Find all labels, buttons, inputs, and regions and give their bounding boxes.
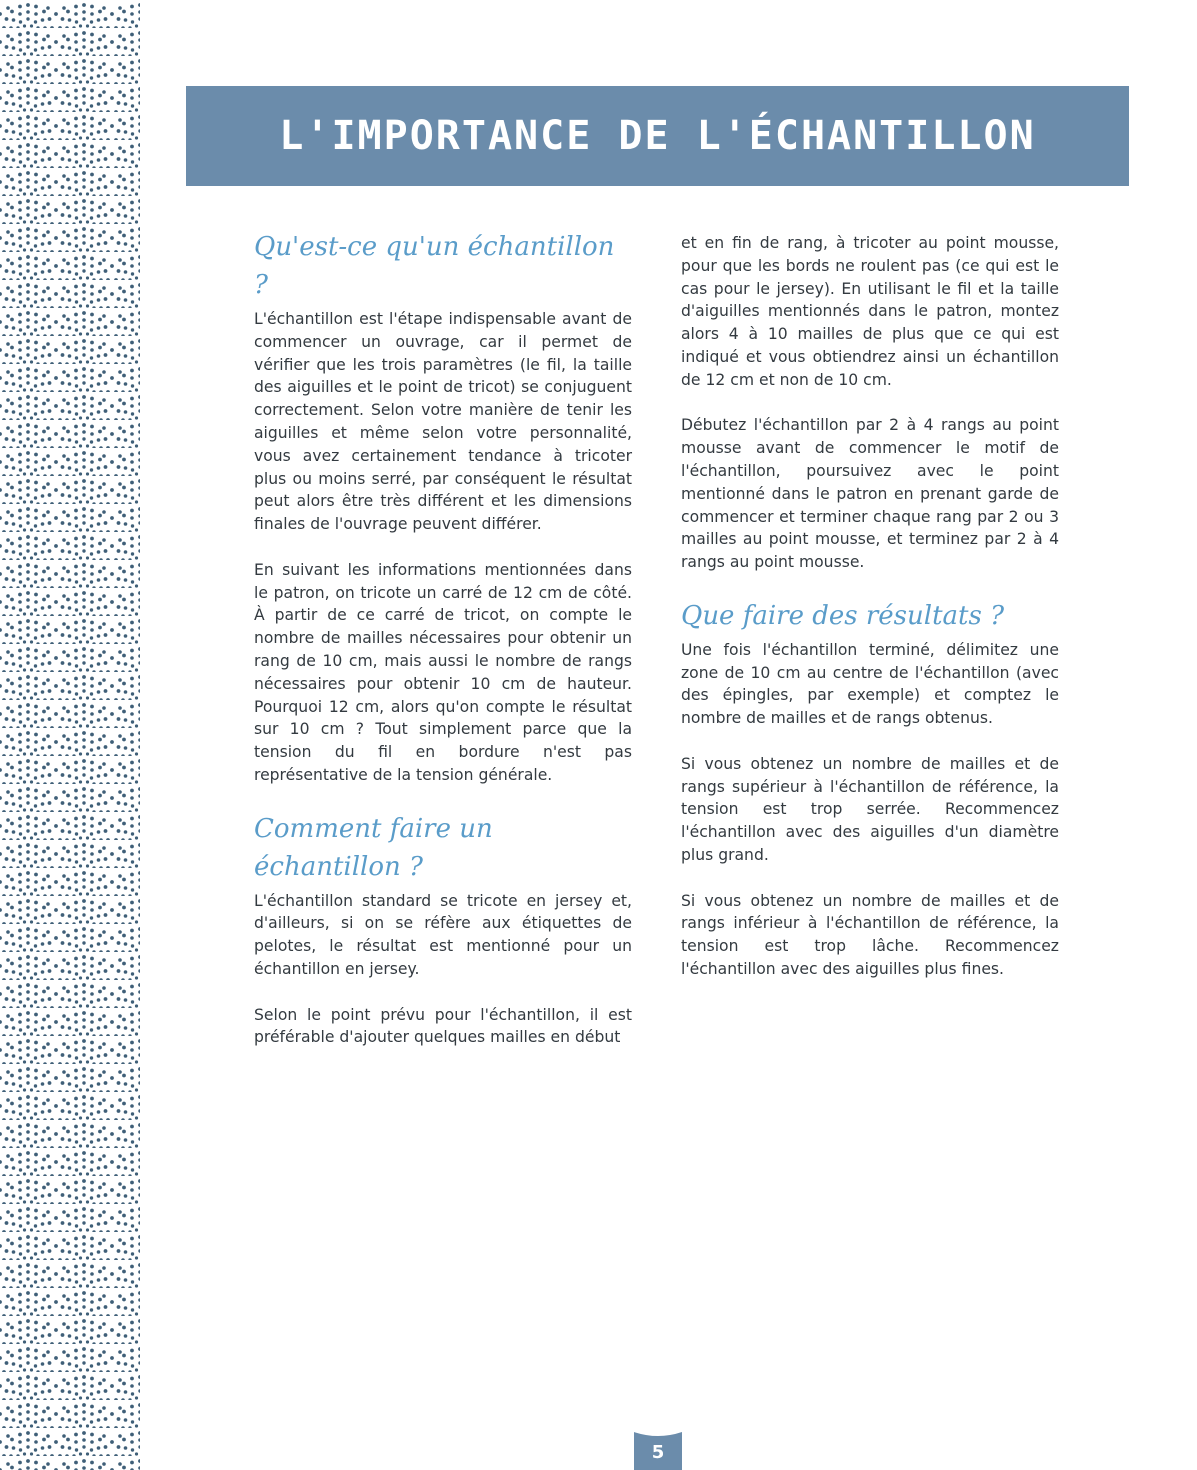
left-column — [254, 228, 632, 1072]
decorative-wave-pattern — [0, 0, 140, 1470]
right-column — [681, 232, 1059, 1004]
title-banner — [186, 86, 1129, 186]
section-heading-results: Que faire des résultats ? — [681, 600, 1005, 631]
section-heading-how-to: Comment faire un échantillon ? — [254, 813, 493, 882]
paragraph: En suivant les informations mentionnées dans le patron, on tricote un carré de 12 cm de côté. À partir de ce carré de tricot, on compte le nombre de mailles nécessaires pour obtenir un rang de 10 cm, mais aussi le nombre de rangs nécessaires pour obtenir 10 cm de hauteur. Pourquoi 12 cm, alors qu'on compte le résultat sur 10 cm ? Tout simplement parce que la tension du fil en bordure n'est pas représentative de la tension générale. — [254, 560, 632, 784]
paragraph: L'échantillon standard se tricote en jersey et, d'ailleurs, si on se réfère aux étiquettes de pelotes, le résultat est mentionné pour un échantillon en jersey. — [254, 891, 632, 978]
paragraph: et en fin de rang, à tricoter au point mousse, pour que les bords ne roulent pas (ce qui est le cas pour le jersey). En utilisant le fil et la taille d'aiguilles mentionnés dans le patron, montez alors 4 à 10 mailles de plus que ce qui est indiqué et vous obtiendrez ainsi un échantillon de 12 cm et non de 10 cm. — [681, 234, 1059, 389]
section-heading-what-is: Qu'est-ce qu'un échantillon ? — [254, 232, 615, 300]
paragraph: L'échantillon est l'étape indispensable avant de commencer un ouvrage, car il permet de vérifier que les trois paramètres (le fil, la taille des aiguilles et le point de tricot) se conjuguent correctement. Selon votre manière de tenir les aiguilles et même selon votre personnalité, vous avez certainement tendance à tricoter plus ou moins serré, par conséquent le résultat peut alors être très différent et les dimensions finales de l'ouvrage peuvent différer. — [254, 310, 632, 534]
paragraph: Selon le point prévu pour l'échantillon, il est préférable d'ajouter quelques mailles en début — [254, 1005, 632, 1047]
paragraph: Débutez l'échantillon par 2 à 4 rangs au point mousse avant de commencer le motif de l'échantillon, poursuivez avec le point mentionné dans le patron en prenant garde de commencer et terminer chaque rang par 2 ou 3 mailles au point mousse, et terminez par 2 à 4 rangs au point mousse. — [681, 416, 1059, 572]
paragraph: Si vous obtenez un nombre de mailles et de rangs inférieur à l'échantillon de référence, la tension est trop lâche. Recommencez l'échantillon avec des aiguilles plus fines. — [681, 891, 1059, 978]
paragraph: Si vous obtenez un nombre de mailles et de rangs supérieur à l'échantillon de référence, la tension est trop serrée. Recommencez l'échantillon avec des aiguilles d'un diamètre plus grand. — [681, 754, 1059, 864]
page-title: L'IMPORTANCE DE L'ÉCHANTILLON — [279, 113, 1036, 159]
page-number: 5 — [651, 1442, 665, 1463]
paragraph: Une fois l'échantillon terminé, délimitez une zone de 10 cm au centre de l'échantillon (avec des épingles, par exemple) et comptez le nombre de mailles et de rangs obtenus. — [681, 640, 1059, 728]
